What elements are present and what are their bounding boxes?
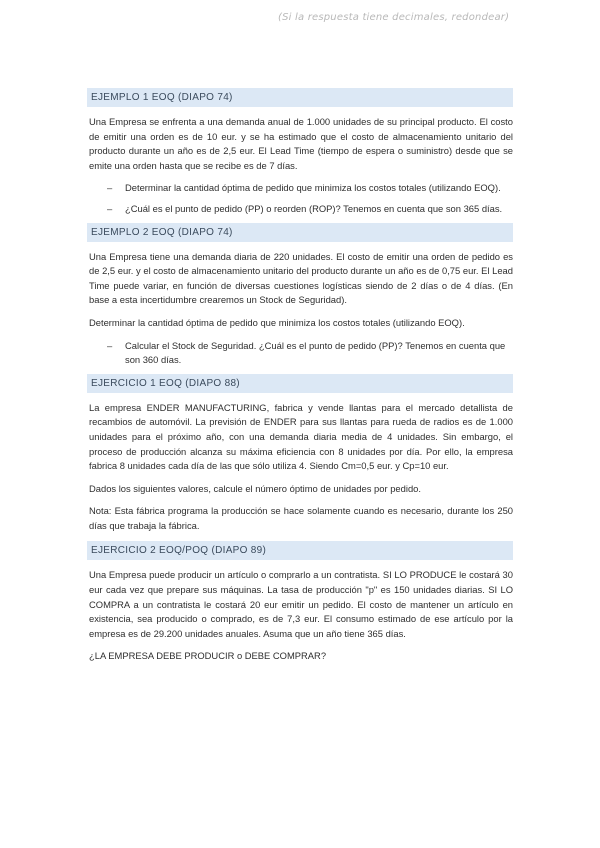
section-ejercicio-1	[87, 374, 513, 534]
paragraph: Una Empresa tiene una demanda diaria de 220 unidades. El costo de emitir una orden de pedido es de 2,5 eur. y el costo de almacenamiento unitario del producto durante un año es de 0,75 eur. El Lead Time puede variar, en función de diversas cuestiones logísticas siendo de 2 días o de 4 días. (En base a esta incertidumbre crearemos un Stock de Seguridad).	[89, 250, 513, 306]
dash-marker: –	[107, 339, 113, 351]
paragraph: Nota: Esta fábrica programa la producción se hace solamente cuando es necesario, durante los 250 días que trabaja la fábrica.	[89, 505, 513, 531]
bullet-item	[107, 339, 513, 368]
paragraph: La empresa ENDER MANUFACTURING, fabrica y vende llantas para el mercado detallista de recambios de automóvil. La previsión de ENDER para sus llantas para rueda de radios es de 1.000 unidades para el próximo año, con una demanda diaria media de 4 unidades. Sin embargo, el proceso de producción alcanza su máxima eficiencia con 8 unidades por día. Por ello, la empresa fabrica 8 unidades cada día de las que sólo utiliza 4. Siendo Cm=0,5 eur. y Cp=10 eur.	[89, 401, 513, 472]
paragraph: ¿LA EMPRESA DEBE PRODUCIR o DEBE COMPRAR?	[89, 650, 327, 662]
dash-marker: –	[107, 182, 113, 194]
section-heading: EJERCICIO 2 EOQ/POQ (DIAPO 89)	[87, 541, 513, 560]
bullet-text: Determinar la cantidad óptima de pedido que minimiza los costos totales (utilizando EOQ).	[125, 182, 501, 194]
paragraph: Una Empresa puede producir un artículo o comprarlo a un contratista. SI LO PRODUCE le costará 30 eur cada vez que prepare sus máquinas. La tasa de producción "p" es 150 unidades diarias. SI LO COMPRA a un contratista le costará 20 eur emitir un pedido. El costo de mantener un artículo en existencia, sea producido o comprado, es de 7,3 eur. El consumo estimado de ese artículo por la empresa es de 29.200 unidades anuales. Asuma que un año tiene 365 días.	[89, 569, 513, 639]
paragraph: Dados los siguientes valores, calcule el número óptimo de unidades por pedido.	[89, 482, 421, 494]
bullet-item	[107, 181, 513, 196]
document-body	[87, 88, 513, 664]
handwritten-note: (Si la respuesta tiene decimales, redondear)	[278, 12, 510, 23]
bullet-text: ¿Cuál es el punto de pedido (PP) o reorden (ROP)? Tenemos en cuenta que son 365 días.	[125, 202, 503, 214]
section-ejemplo-2	[87, 223, 513, 368]
bullet-item	[107, 202, 513, 217]
section-ejercicio-2	[87, 541, 513, 664]
bullet-list	[87, 339, 513, 368]
section-ejemplo-1	[87, 88, 513, 217]
paragraph: Una Empresa se enfrenta a una demanda anual de 1.000 unidades de su principal producto. El costo de emitir una orden es de 10 eur. y se ha estimado que el costo de almacenamiento unitario del producto durante un año es de 2,5 eur. El Lead Time (tiempo de espera o suministro) desde que se emite una orden hasta que se recibe es de 7 días.	[89, 116, 513, 171]
dash-marker: –	[107, 202, 113, 214]
bullet-text: Calcular el Stock de Seguridad. ¿Cuál es el punto de pedido (PP)? Tenemos en cuenta que son 360 días.	[125, 339, 506, 366]
section-heading: EJEMPLO 1 EOQ (DIAPO 74)	[87, 88, 513, 107]
paragraph: Determinar la cantidad óptima de pedido que minimiza los costos totales (utilizando EOQ).	[89, 316, 465, 328]
section-heading: EJEMPLO 2 EOQ (DIAPO 74)	[87, 223, 513, 242]
bullet-list	[87, 181, 513, 216]
section-heading: EJERCICIO 1 EOQ (DIAPO 88)	[87, 374, 513, 393]
